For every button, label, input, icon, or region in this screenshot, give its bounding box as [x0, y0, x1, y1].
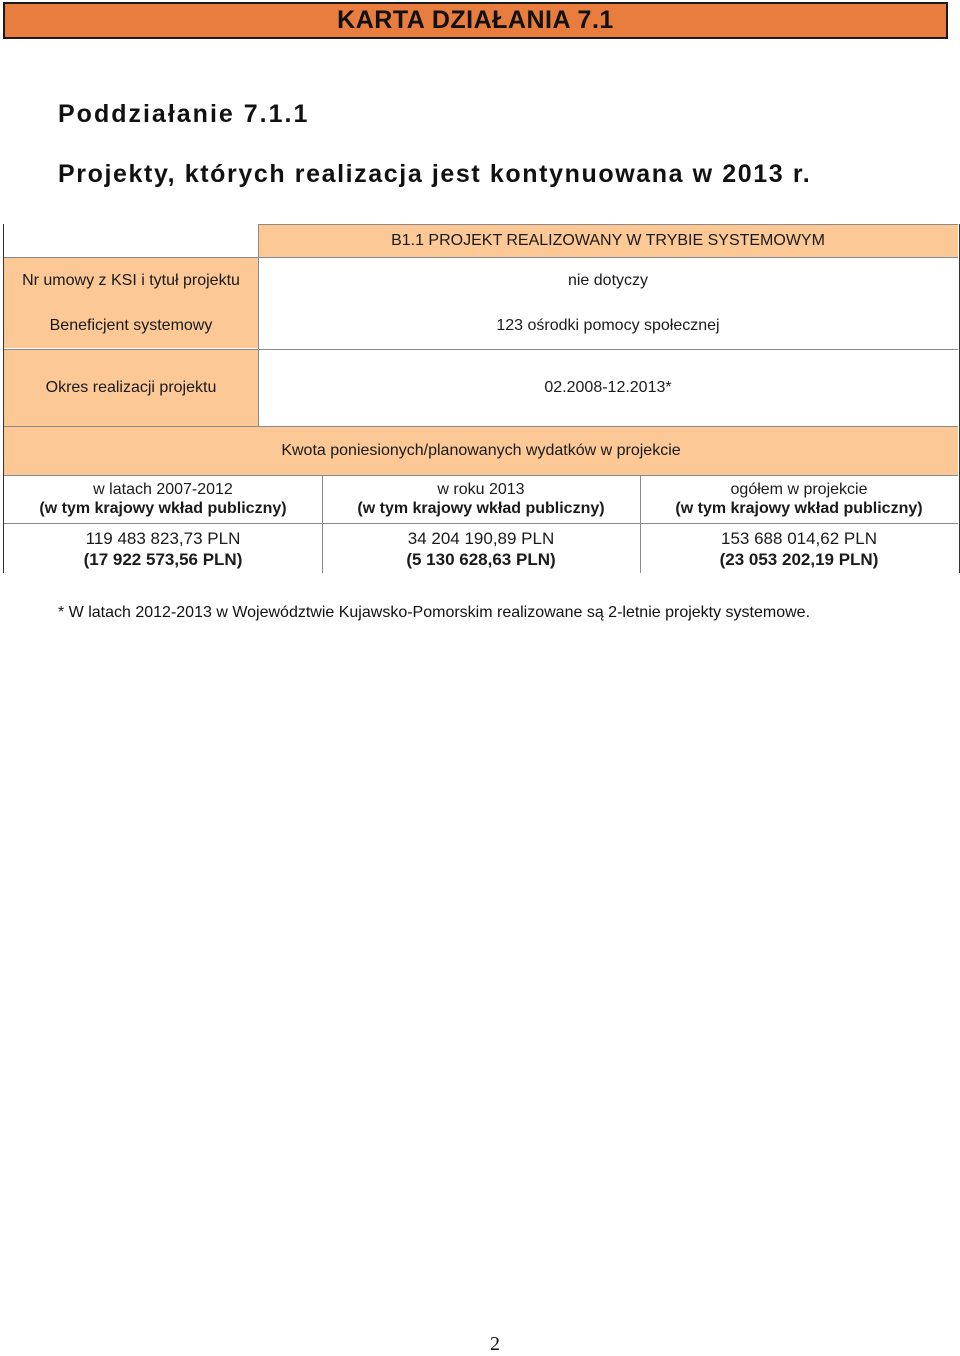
row-label-text: Beneficjent systemowy	[49, 317, 213, 334]
amount-total	[640, 524, 958, 573]
grid-line	[322, 475, 323, 573]
card-title: KARTA DZIAŁANIA 7.1	[337, 6, 614, 34]
col-subtitle: (w tym krajowy wkład publiczny)	[675, 500, 923, 517]
row-value-contract	[258, 261, 958, 301]
grid-line	[258, 224, 259, 426]
row-value-text: nie dotyczy	[567, 272, 649, 289]
row-value-text: 02.2008-12.2013*	[544, 379, 672, 396]
amount-2007-2012	[4, 524, 322, 573]
row-value-period	[258, 350, 958, 426]
row-value-beneficiary	[258, 306, 958, 346]
footnote: * W latach 2012-2013 w Województwie Kujawsko-Pomorskim realizowane są 2-letnie projekty systemowe.	[58, 604, 811, 621]
amount-2013	[322, 524, 640, 573]
projects-heading: Projekty, których realizacja jest kontynuowana w 2013 r.	[58, 160, 812, 188]
table-header	[258, 224, 958, 257]
subaction-heading: Poddziałanie 7.1.1	[58, 100, 310, 128]
grid-line	[4, 257, 958, 258]
expenses-header-text: Kwota poniesionych/planowanych wydatków w projekcie	[281, 442, 681, 459]
grid-line	[4, 426, 958, 427]
card-title-banner	[3, 2, 948, 39]
grid-line	[4, 523, 958, 524]
expenses-header	[4, 427, 958, 475]
amount-value: 34 204 190,89 PLN	[407, 528, 555, 548]
row-label-beneficiary	[4, 306, 258, 346]
page-number: 2	[490, 1333, 500, 1355]
grid-line	[258, 224, 958, 225]
row-label-contract	[4, 261, 258, 301]
col-title: ogółem w projekcie	[730, 481, 868, 498]
grid-line	[4, 349, 958, 350]
grid-line	[4, 475, 958, 476]
grid-line	[640, 475, 641, 573]
col-header-2007-2012	[4, 475, 322, 523]
national-contribution: (17 922 573,56 PLN)	[83, 549, 243, 569]
project-table	[3, 224, 960, 573]
amount-value: 153 688 014,62 PLN	[721, 528, 877, 548]
table-header-text: B1.1 PROJEKT REALIZOWANY W TRYBIE SYSTEMOWYM	[391, 231, 825, 249]
row-label-text: Nr umowy z KSI i tytuł projektu	[22, 272, 240, 289]
col-title: w latach 2007-2012	[93, 481, 233, 498]
col-subtitle: (w tym krajowy wkład publiczny)	[357, 500, 605, 517]
row-value-text: 123 ośrodki pomocy społecznej	[496, 317, 720, 334]
national-contribution: (5 130 628,63 PLN)	[406, 549, 556, 569]
col-title: w roku 2013	[437, 481, 525, 498]
row-label-period	[4, 350, 258, 426]
col-header-total	[640, 475, 958, 523]
col-header-2013	[322, 475, 640, 523]
amount-value: 119 483 823,73 PLN	[85, 528, 241, 548]
national-contribution: (23 053 202,19 PLN)	[719, 549, 879, 569]
col-subtitle: (w tym krajowy wkład publiczny)	[39, 500, 287, 517]
row-label-text: Okres realizacji projektu	[45, 379, 217, 396]
